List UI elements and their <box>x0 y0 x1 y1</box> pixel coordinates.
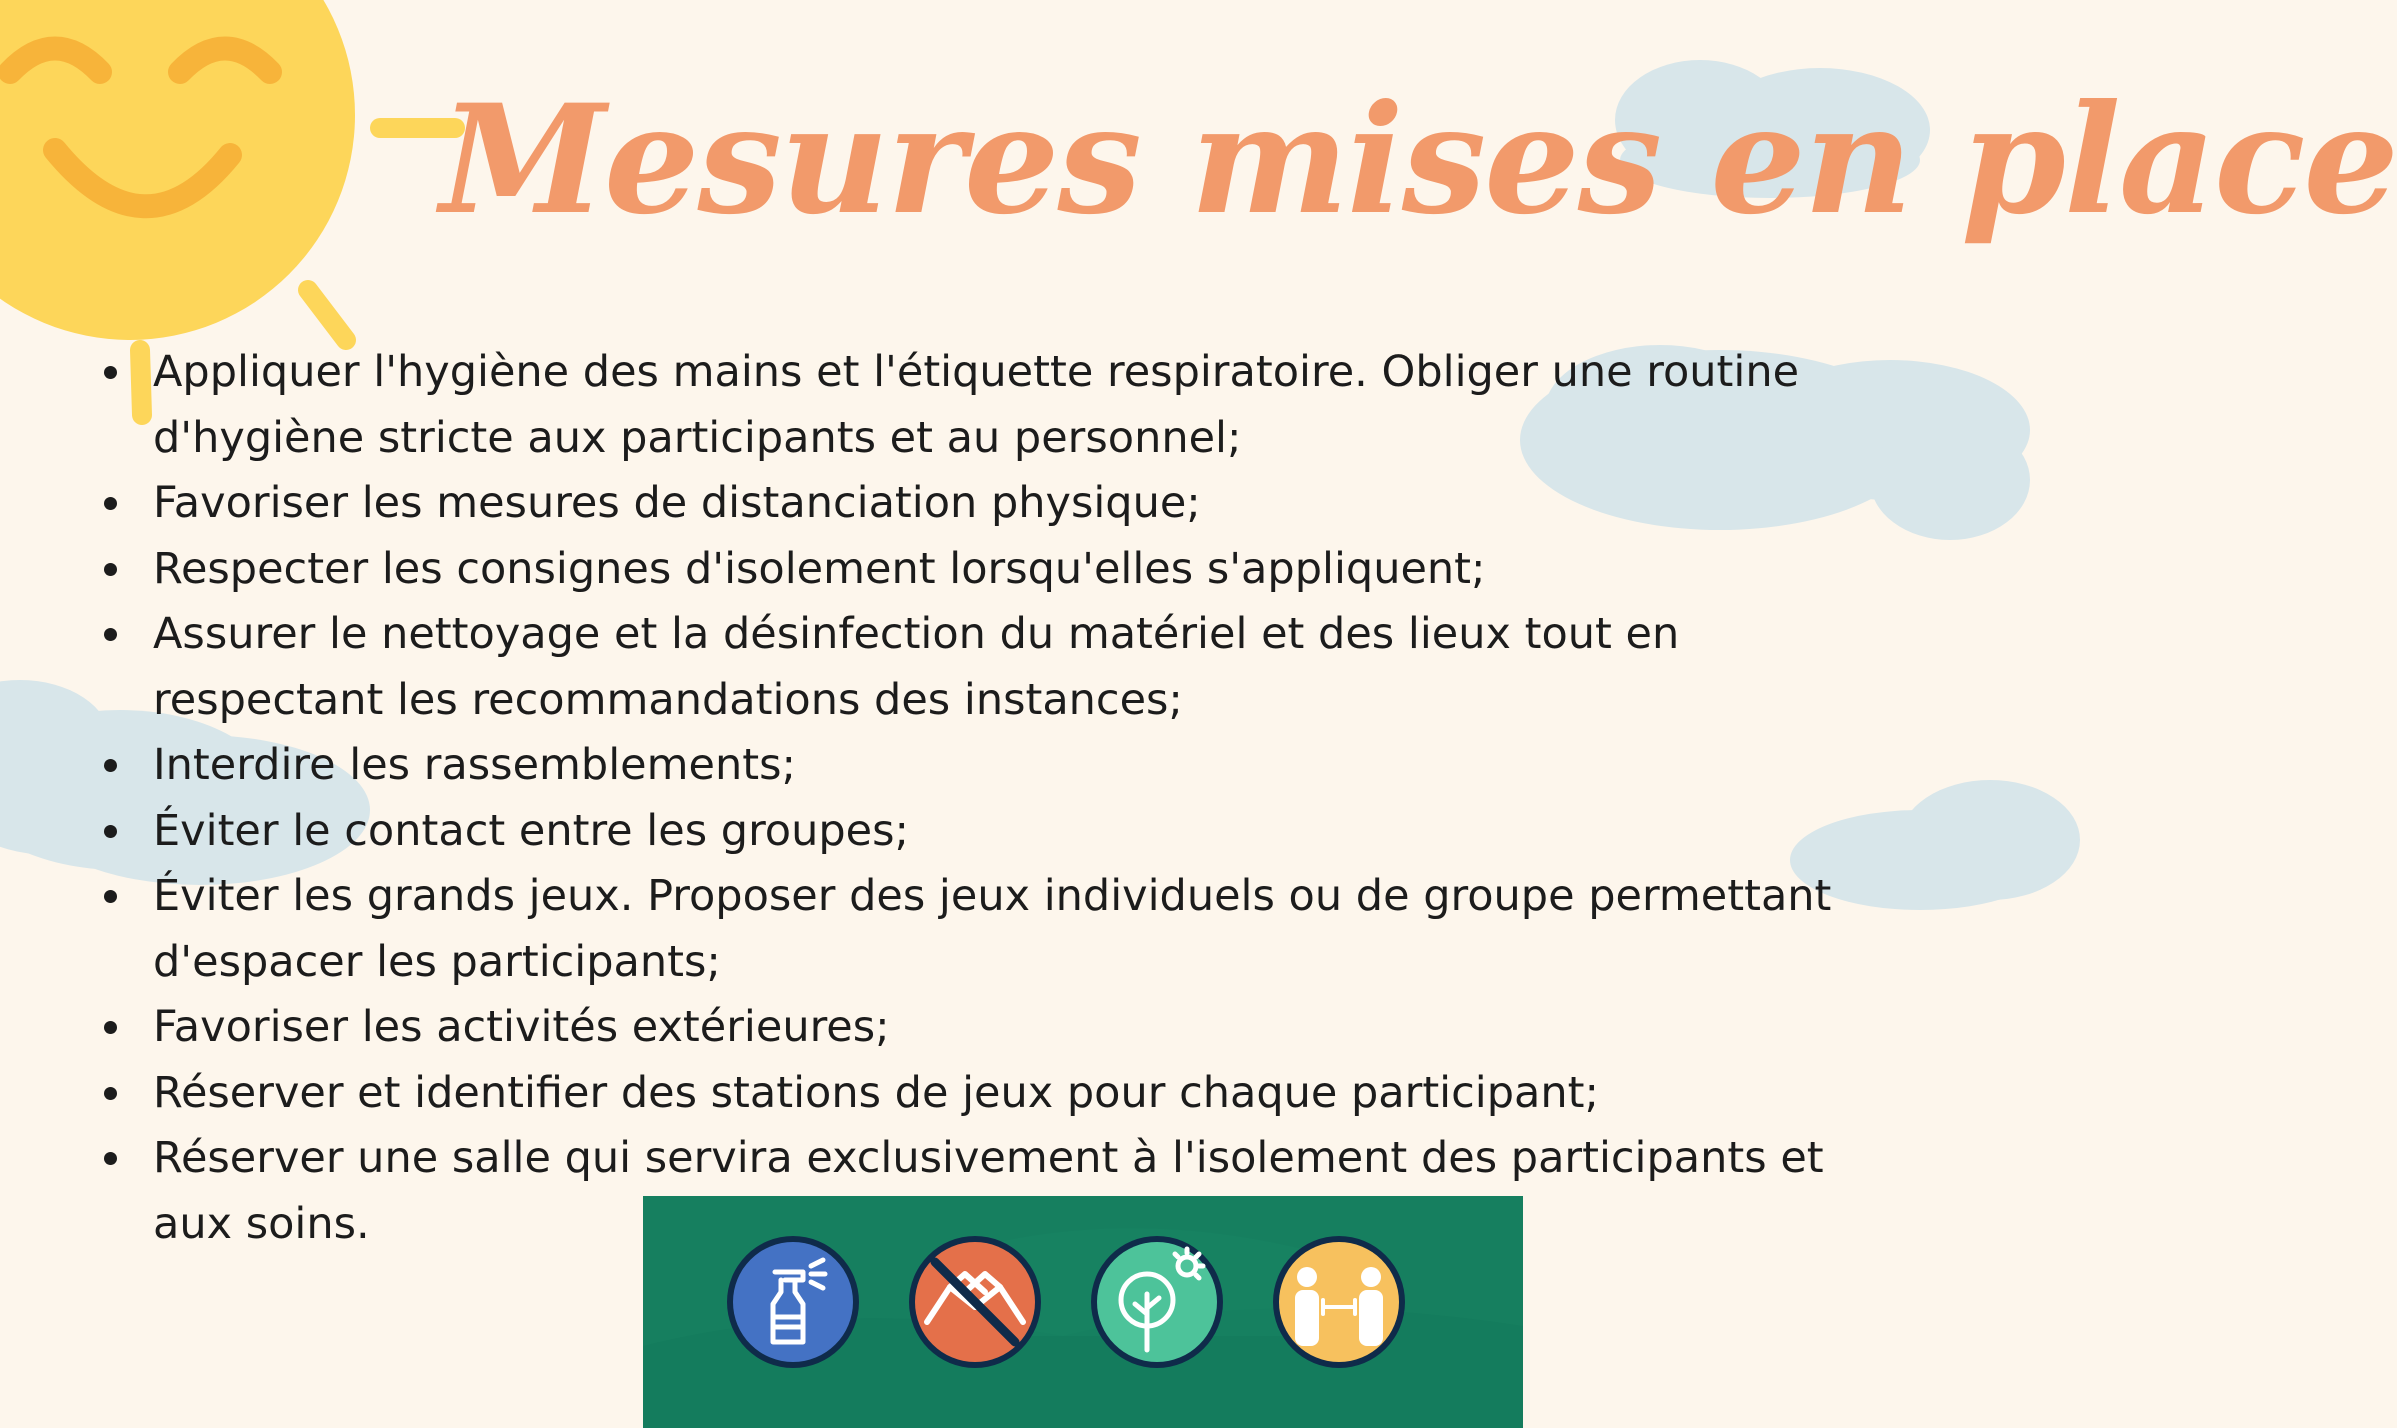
list-item-text: Réserver et identifier des stations de jeux pour chaque participant; <box>153 1067 1599 1118</box>
bullet-icon <box>104 1152 117 1165</box>
bullet-icon <box>104 563 117 576</box>
list-item-text: Appliquer l'hygiène des mains et l'étiquette respiratoire. Obliger une routine d'hygiène stricte aux participants et au personnel; <box>153 347 1800 463</box>
bullet-icon <box>104 366 117 379</box>
list-item-text: Favoriser les mesures de distanciation physique; <box>153 478 1201 528</box>
list-item <box>98 602 1898 733</box>
no-handshake-icon <box>905 1232 1045 1372</box>
bullet-icon <box>104 825 117 838</box>
bullet-icon <box>104 759 117 772</box>
list-item <box>98 471 1898 537</box>
list-item <box>98 1061 1898 1127</box>
icons-banner <box>643 1196 1523 1428</box>
bullet-icon <box>104 1021 117 1034</box>
bullet-icon <box>104 1087 117 1100</box>
bullet-icon <box>104 497 117 510</box>
physical-distancing-icon <box>1269 1232 1409 1372</box>
list-item-text: Assurer le nettoyage et la désinfection du matériel et des lieux tout en respectant les recommandations des instances; <box>153 609 1680 725</box>
page-title: Mesures mises en place <box>440 72 2397 248</box>
bullet-icon <box>104 890 117 903</box>
list-item <box>98 864 1898 995</box>
outdoor-tree-icon <box>1087 1232 1227 1372</box>
list-item <box>98 340 1898 471</box>
list-item <box>98 537 1898 603</box>
list-item-text: Respecter les consignes d'isolement lorsqu'elles s'appliquent; <box>153 543 1486 594</box>
list-item-text: Éviter les grands jeux. Proposer des jeux individuels ou de groupe permettant d'espacer les participants; <box>153 871 1832 987</box>
bullet-icon <box>104 628 117 641</box>
disinfectant-spray-icon <box>723 1232 863 1372</box>
list-item <box>98 995 1898 1061</box>
measures-list <box>98 340 1898 1257</box>
list-item-text: Réserver une salle qui servira exclusivement à l'isolement des participants et aux soins. <box>153 1133 1824 1249</box>
list-item-text: Interdire les rassemblements; <box>153 740 796 790</box>
list-item <box>98 799 1898 865</box>
list-item-text: Éviter le contact entre les groupes; <box>153 805 910 856</box>
list-item-text: Favoriser les activités extérieures; <box>153 1002 890 1052</box>
list-item <box>98 733 1898 799</box>
